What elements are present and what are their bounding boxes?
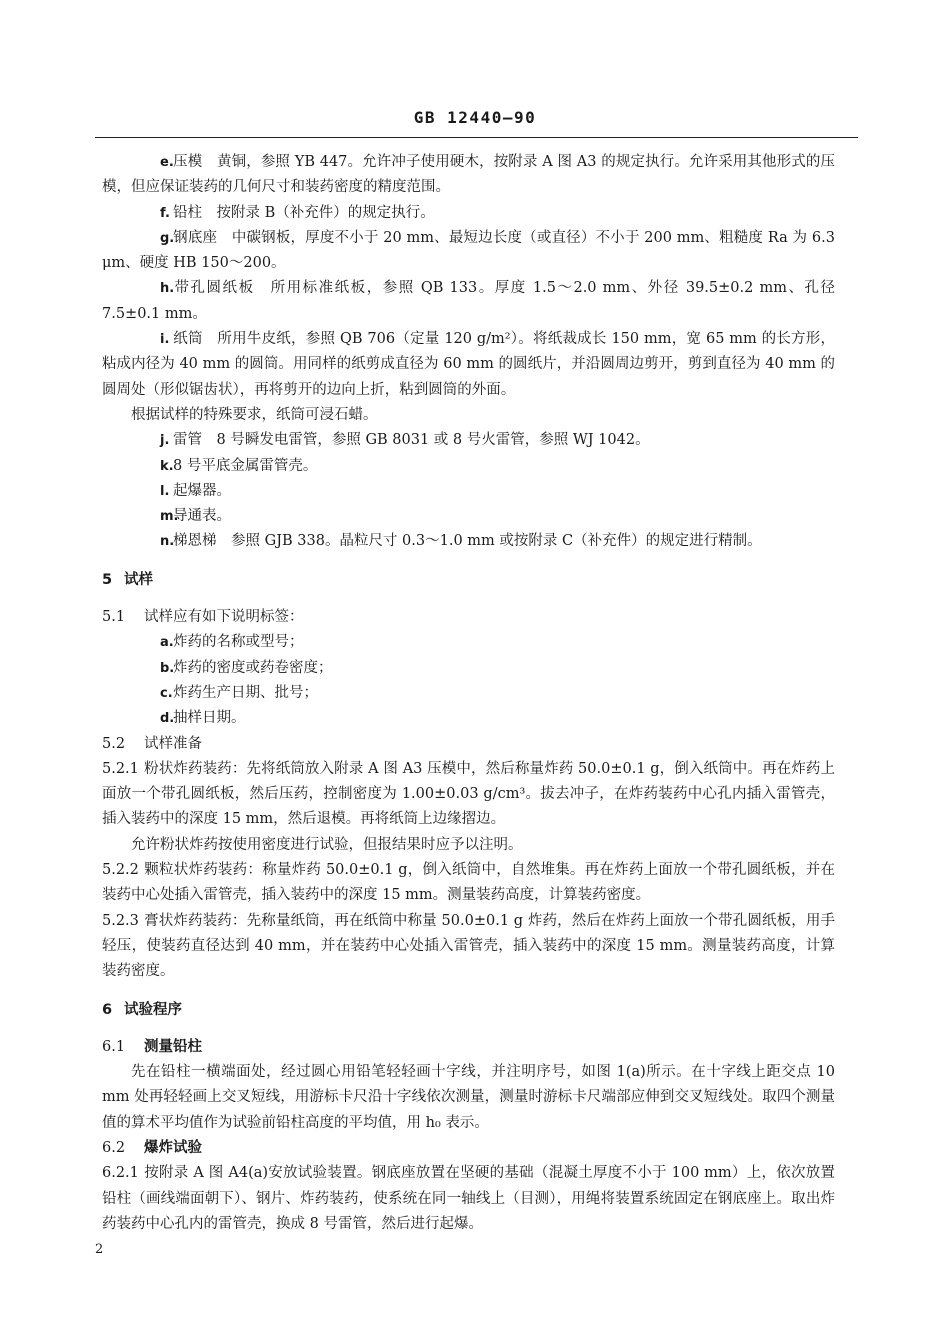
- list-item: g.钢底座 中碳钢板，厚度不小于 20 mm、最短边长度（或直径）不小于 200 mm、粗糙度 Ra 为 6.3 μm、硬度 HB 150～200。: [102, 229, 835, 272]
- clause-6-2-1: 6.2.1 按附录 A 图 A4(a)安放试验装置。钢底座放置在坚硬的基础（混凝土厚度不小于 100 mm）上，依次放置铅柱（画线端面朝下）、钢片、炸药装药，使系统在同一轴线上（目测），用绳将装置系统固定在钢底座上。取出炸药装药中心孔内的雷管壳，换成 8 号雷管，然后进行起爆。: [102, 1165, 835, 1232]
- section-heading-5: 5 试样: [102, 571, 153, 588]
- list-item: m.导通表。: [160, 508, 231, 525]
- header-rule: [95, 137, 858, 138]
- list-item: b.炸药的密度或药卷密度；: [160, 659, 333, 676]
- clause-5-2-3: 5.2.3 膏状炸药装药：先称量纸筒，再在纸筒中称量 50.0±0.1 g 炸药，然后在炸药上面放一个带孔圆纸板，用手轻压，使装药直径达到 40 mm，并在装药中心处插入雷管壳，插入装药中的深度 15 mm。测量装药高度，计算装药密度。: [102, 912, 835, 980]
- list-item: h.带孔圆纸板 所用标准纸板，参照 QB 133。厚度 1.5～2.0 mm、外径 39.5±0.2 mm、孔径 7.5±0.1 mm。: [102, 280, 835, 322]
- clause-6-2: 6.2 爆炸试验: [102, 1139, 202, 1156]
- clause-5-2-1-note: 允许粉状炸药按使用密度进行试验，但报结果时应予以注明。: [131, 836, 523, 853]
- list-item: j. 雷管 8 号瞬发电雷管，参照 GB 8031 或 8 号火雷管，参照 WJ 1042。: [160, 432, 650, 449]
- page-number: 2: [95, 1242, 104, 1257]
- list-item: d.抽样日期。: [160, 710, 246, 727]
- wax-note: 根据试样的特殊要求，纸筒可浸石蜡。: [131, 406, 378, 423]
- clause-5-2-2: 5.2.2 颗粒状炸药装药：称量炸药 50.0±0.1 g，倒入纸筒中，自然堆集。再在炸药上面放一个带孔圆纸板，并在装药中心处插入雷管壳，插入装药中的深度 15 mm。测量装药高度，计算装药密度。: [102, 862, 835, 904]
- document-body: [102, 150, 835, 1237]
- clause-5-2: 5.2 试样准备: [102, 735, 202, 752]
- standard-code-header: GB 12440—90: [413, 108, 537, 127]
- list-item: l. 起爆器。: [160, 482, 231, 499]
- clause-6-1-text: 先在铅柱一横端面处，经过圆心用铅笔轻轻画十字线，并注明序号，如图 1(a)所示。在十字线上距交点 10 mm 处再轻轻画上交叉短线，用游标卡尺沿十字线依次测量，测量时游标卡尺端部应伸到交叉短线处。取四个测量值的算术平均值作为试验前铅柱高度的平均值，用 h₀ 表示。: [102, 1064, 835, 1131]
- list-item: e.压模 黄铜，参照 YB 447。允许冲子使用硬木，按附录 A 图 A3 的规定执行。允许采用其他形式的压模，但应保证装药的几何尺寸和装药密度的精度范围。: [102, 154, 835, 196]
- clause-6-1: 6.1 测量铅柱: [102, 1038, 202, 1055]
- list-item: k.8 号平底金属雷管壳。: [160, 457, 318, 474]
- clause-5-1: 5.1 试样应有如下说明标签：: [102, 609, 304, 626]
- list-item: i. 纸筒 所用牛皮纸，参照 QB 706（定量 120 g/m²）。将纸裁成长 150 mm，宽 65 mm 的长方形，粘成内径为 40 mm 的圆筒。用同样的纸剪成直径为 60 mm 的圆纸片，并沿圆周边剪开，剪到直径为 40 mm 的圆周处（形似锯齿状），再将剪开的边向上折，粘到圆筒的外面。: [102, 331, 835, 398]
- list-item: n.梯恩梯 参照 GJB 338。晶粒尺寸 0.3～1.0 mm 或按附录 C（补充件）的规定进行精制。: [160, 533, 762, 550]
- list-item: c.炸药生产日期、批号；: [160, 684, 318, 701]
- list-item: a.炸药的名称或型号；: [160, 634, 304, 651]
- clause-5-2-1: 5.2.1 粉状炸药装药：先将纸筒放入附录 A 图 A3 压模中，然后称量炸药 50.0±0.1 g，倒入纸筒中。再在炸药上面放一个带孔圆纸板，然后压药，控制密度为 1.00±0.03 g/cm³。拔去冲子，在炸药装药中心孔内插入雷管壳，插入装药中的深度 15 mm，然后退模。再将纸筒上边缘摺边。: [102, 760, 835, 828]
- list-item: f. 铅柱 按附录 B（补充件）的规定执行。: [160, 204, 435, 221]
- section-heading-6: 6 试验程序: [102, 1001, 182, 1018]
